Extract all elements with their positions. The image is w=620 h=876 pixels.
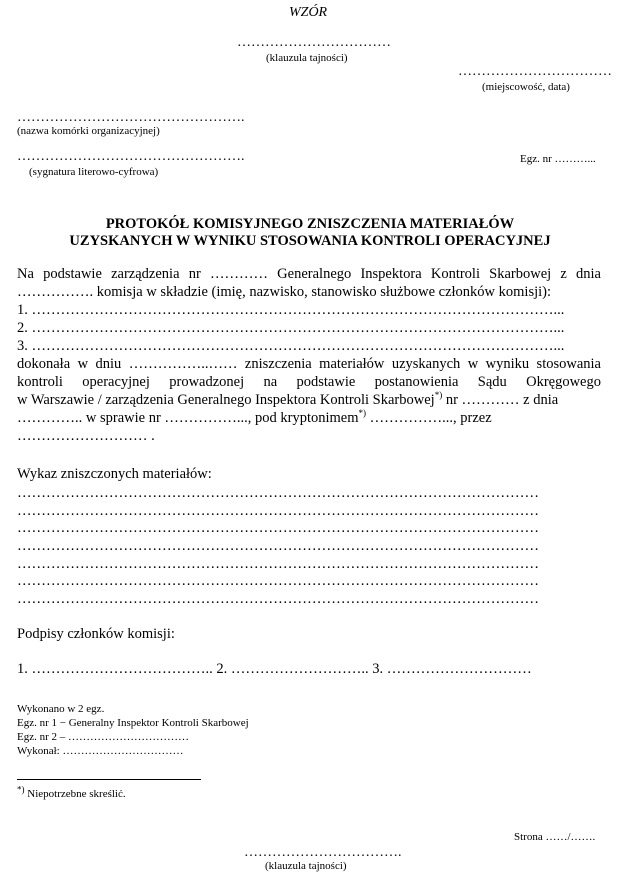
protocol-body bbox=[17, 265, 601, 445]
body-text: w Warszawie / zarządzenia Generalnego Inspektora Kontroli Skarbowej bbox=[17, 392, 435, 408]
unit-name-label: (nazwa komórki organizacyjnej) bbox=[17, 125, 160, 137]
footnote-marker: *) bbox=[358, 409, 367, 419]
list-row: ……………………………………………………………………………………………… bbox=[17, 502, 539, 519]
place-date-label: (miejscowość, data) bbox=[482, 81, 570, 93]
body-line: kontroli operacyjnej prowadzonej na podstawie postanowienia Sądu Okręgowego bbox=[17, 374, 601, 390]
classification-label-bottom: (klauzula tajności) bbox=[265, 860, 347, 872]
classification-dots-top: …………………………… bbox=[237, 35, 391, 50]
body-line: ……………………… . bbox=[17, 428, 155, 444]
list-row: ……………………………………………………………………………………………… bbox=[17, 520, 539, 537]
classification-dots-bottom: ……………………………. bbox=[244, 845, 402, 860]
signatures-line: 1. ……………………………….. 2. ……………………….. 3. ………………………… bbox=[17, 661, 532, 677]
body-line bbox=[17, 391, 601, 409]
body-line: Na podstawie zarządzenia nr ………… Generalnego Inspektora Kontroli Skarbowej z dnia bbox=[17, 266, 601, 282]
unit-name-dots: …………………………………………. bbox=[17, 110, 245, 125]
footnote-text: Niepotrzebne skreślić. bbox=[24, 788, 126, 800]
footnote-divider bbox=[17, 779, 201, 780]
signatures-heading: Podpisy członków komisji: bbox=[17, 626, 175, 642]
destroyed-materials-heading: Wykaz zniszczonych materiałów: bbox=[17, 466, 212, 482]
body-line: dokonała w dniu ……………..…… zniszczenia materiałów uzyskanych w wyniku stosowania bbox=[17, 356, 601, 372]
list-row: ……………………………………………………………………………………………… bbox=[17, 591, 539, 608]
classification-label-top: (klauzula tajności) bbox=[266, 52, 348, 64]
prepared-by: Wykonał: …………………………… bbox=[17, 745, 184, 757]
body-line: ……………. komisja w składzie (imię, nazwisko, stanowisko służbowe członków komisji): bbox=[17, 284, 552, 300]
body-text: nr ………… z dnia bbox=[442, 392, 559, 408]
template-marker: WZÓR bbox=[289, 5, 328, 20]
member-line-3: 3. ………………………………………………………………………………………………... bbox=[17, 338, 565, 354]
body-text: ……………..., przez bbox=[366, 410, 492, 426]
footnote-mark: *) bbox=[17, 784, 25, 795]
list-row: ……………………………………………………………………………………………… bbox=[17, 538, 539, 555]
copy-2-recipient: Egz. nr 2 – …………………………… bbox=[17, 731, 190, 743]
signature-code-label: (sygnatura literowo-cyfrowa) bbox=[29, 166, 159, 178]
list-row: ……………………………………………………………………………………………… bbox=[17, 555, 539, 572]
copies-made: Wykonano w 2 egz. bbox=[17, 703, 105, 715]
page-number: Strona ……/……. bbox=[514, 831, 596, 843]
destroyed-materials-list bbox=[17, 485, 601, 609]
list-row: ……………………………………………………………………………………………… bbox=[17, 573, 539, 590]
member-line-1: 1. ………………………………………………………………………………………………... bbox=[17, 302, 565, 318]
place-date-dots: …………………………… bbox=[458, 64, 612, 79]
copy-number: Egz. nr ………... bbox=[520, 153, 596, 165]
footnote-marker: *) bbox=[434, 391, 443, 401]
footnote bbox=[17, 784, 126, 800]
body-text: ………….. w sprawie nr ……………..., pod kryptonimem bbox=[17, 410, 359, 426]
body-line bbox=[17, 409, 601, 427]
signature-code-dots: …………………………………………. bbox=[17, 149, 245, 164]
document-title-line-1: PROTOKÓŁ KOMISYJNEGO ZNISZCZENIA MATERIAŁÓW bbox=[105, 216, 515, 232]
copy-1-recipient: Egz. nr 1 − Generalny Inspektor Kontroli Skarbowej bbox=[17, 717, 249, 729]
member-line-2: 2. ………………………………………………………………………………………………... bbox=[17, 320, 565, 336]
list-row: ……………………………………………………………………………………………… bbox=[17, 485, 539, 501]
document-title-line-2: UZYSKANYCH W WYNIKU STOSOWANIA KONTROLI OPERACYJNEJ bbox=[69, 233, 551, 249]
